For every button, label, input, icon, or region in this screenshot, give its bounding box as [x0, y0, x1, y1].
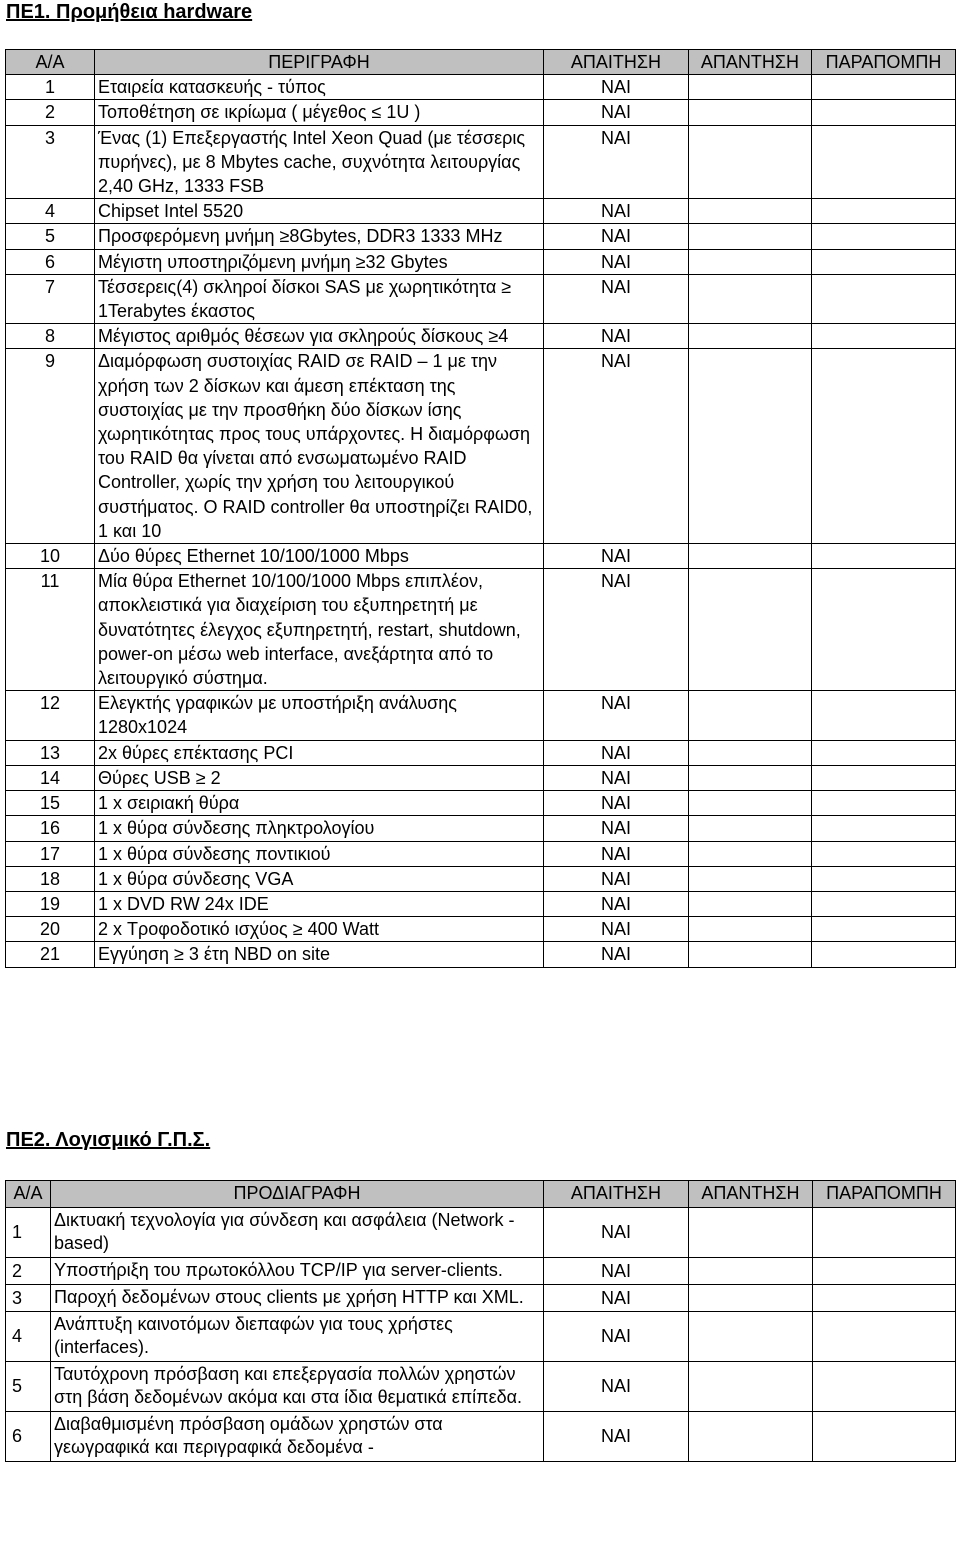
row-answer: [689, 199, 812, 224]
table-row: [6, 765, 956, 790]
row-answer: [689, 1412, 813, 1462]
column-header-aa: Α/Α: [6, 1181, 51, 1208]
row-description: Διαβαθμισμένη πρόσβαση ομάδων χρηστών στα γεωγραφικά και περιγραφικά δεδομένα -: [51, 1412, 544, 1462]
row-number: 8: [6, 324, 95, 349]
table-header-row: [6, 1181, 956, 1208]
row-number: 17: [6, 841, 95, 866]
table-row: [6, 100, 956, 125]
table-row: [6, 740, 956, 765]
row-number: 2: [6, 1258, 51, 1285]
row-description: Τέσσερεις(4) σκληροί δίσκοι SAS με χωρητικότητα ≥ 1Terabytes έκαστος: [95, 274, 544, 323]
row-description: Ανάπτυξη καινοτόμων διεπαφών για τους χρήστες (interfaces).: [51, 1312, 544, 1362]
column-header-specification: ΠΡΟΔΙΑΓΡΑΦΗ: [51, 1181, 544, 1208]
row-reference: [812, 740, 956, 765]
row-answer: [689, 274, 812, 323]
row-number: 3: [6, 1285, 51, 1312]
row-answer: [689, 917, 812, 942]
row-answer: [689, 249, 812, 274]
row-number: 4: [6, 1312, 51, 1362]
row-description: Ελεγκτής γραφικών με υποστήριξη ανάλυσης 1280x1024: [95, 691, 544, 740]
row-number: 7: [6, 274, 95, 323]
row-description: 1 x θύρα σύνδεσης ποντικιού: [95, 841, 544, 866]
row-number: 10: [6, 544, 95, 569]
row-number: 4: [6, 199, 95, 224]
row-requirement: ΝΑΙ: [544, 274, 689, 323]
table-row: [6, 866, 956, 891]
table-row: [6, 917, 956, 942]
row-answer: [689, 1362, 813, 1412]
row-requirement: ΝΑΙ: [544, 1412, 689, 1462]
row-reference: [813, 1208, 956, 1258]
row-number: 14: [6, 765, 95, 790]
table-row: [6, 841, 956, 866]
row-requirement: ΝΑΙ: [544, 942, 689, 967]
row-description: Διαμόρφωση συστοιχίας RAID σε RAID – 1 με την χρήση των 2 δίσκων και άμεση επέκταση της συστοιχίας με την προσθήκη δύο δίσκων ίσης χωρητικότητας προς τους υπάρχοντες. Η διαμόρφωση του RAID θα γίνεται από ενσωματωμένο RAID Controller, χωρίς την χρήση του λειτουργικού συστήματος. Ο RAID controller θα υποστηρίζει RAID0, 1 και 10: [95, 349, 544, 544]
row-answer: [689, 891, 812, 916]
row-answer: [689, 765, 812, 790]
row-requirement: ΝΑΙ: [544, 816, 689, 841]
row-reference: [813, 1312, 956, 1362]
row-description: 1 x θύρα σύνδεσης VGA: [95, 866, 544, 891]
row-description: Μέγιστος αριθμός θέσεων για σκληρούς δίσκους ≥4: [95, 324, 544, 349]
software-requirements-table: [5, 1180, 956, 1462]
row-number: 20: [6, 917, 95, 942]
row-requirement: ΝΑΙ: [544, 224, 689, 249]
hardware-requirements-table: [5, 49, 956, 968]
table-row: [6, 1312, 956, 1362]
table-row: [6, 75, 956, 100]
row-reference: [812, 691, 956, 740]
row-answer: [689, 100, 812, 125]
row-reference: [812, 841, 956, 866]
row-requirement: ΝΑΙ: [544, 1285, 689, 1312]
row-number: 13: [6, 740, 95, 765]
row-reference: [813, 1412, 956, 1462]
row-number: 6: [6, 249, 95, 274]
section-title-software: ΠΕ2. Λογισμικό Γ.Π.Σ.: [6, 1129, 211, 1151]
row-reference: [812, 125, 956, 199]
column-header-answer: ΑΠΑΝΤΗΣΗ: [689, 50, 812, 75]
table-row: [6, 199, 956, 224]
table-row: [6, 274, 956, 323]
row-reference: [812, 324, 956, 349]
row-reference: [812, 891, 956, 916]
table-row: [6, 891, 956, 916]
table-row: [6, 816, 956, 841]
table-row: [6, 249, 956, 274]
column-header-aa: Α/Α: [6, 50, 95, 75]
row-description: Δικτυακή τεχνολογία για σύνδεση και ασφάλεια (Network - based): [51, 1208, 544, 1258]
row-reference: [812, 569, 956, 691]
row-answer: [689, 544, 812, 569]
row-answer: [689, 1285, 813, 1312]
row-description: Μία θύρα Ethernet 10/100/1000 Mbps επιπλέον, αποκλειστικά για διαχείριση του εξυπηρετητή με δυνατότητες έλεγχος εξυπηρετητή, restart, shutdown, power-on μέσω web interface, ανεξάρτητα από το λειτουργικό σύστημα.: [95, 569, 544, 691]
table-row: [6, 1362, 956, 1412]
table-row: [6, 791, 956, 816]
row-description: Ένας (1) Επεξεργαστής Intel Xeon Quad (με τέσσερις πυρήνες), με 8 Mbytes cache, συχνότητα λειτουργίας 2,40 GHz, 1333 FSB: [95, 125, 544, 199]
row-description: Θύρες USB ≥ 2: [95, 765, 544, 790]
row-reference: [812, 866, 956, 891]
row-description: 1 x σειριακή θύρα: [95, 791, 544, 816]
row-number: 19: [6, 891, 95, 916]
row-description: Ταυτόχρονη πρόσβαση και επεξεργασία πολλών χρηστών στη βάση δεδομένων ακόμα και στα ίδια θεματικά επίπεδα.: [51, 1362, 544, 1412]
row-description: 2x θύρες επέκτασης PCI: [95, 740, 544, 765]
row-reference: [813, 1285, 956, 1312]
row-requirement: ΝΑΙ: [544, 349, 689, 544]
row-reference: [812, 816, 956, 841]
row-number: 15: [6, 791, 95, 816]
row-answer: [689, 349, 812, 544]
column-header-requirement: ΑΠΑΙΤΗΣΗ: [544, 50, 689, 75]
row-reference: [812, 349, 956, 544]
row-answer: [689, 791, 812, 816]
row-requirement: ΝΑΙ: [544, 1208, 689, 1258]
row-requirement: ΝΑΙ: [544, 249, 689, 274]
row-number: 5: [6, 1362, 51, 1412]
row-answer: [689, 324, 812, 349]
row-number: 21: [6, 942, 95, 967]
row-requirement: ΝΑΙ: [544, 100, 689, 125]
row-answer: [689, 569, 812, 691]
row-answer: [689, 866, 812, 891]
row-reference: [812, 765, 956, 790]
column-header-reference: ΠΑΡΑΠΟΜΠΗ: [812, 50, 956, 75]
column-header-answer: ΑΠΑΝΤΗΣΗ: [689, 1181, 813, 1208]
row-requirement: ΝΑΙ: [544, 841, 689, 866]
row-answer: [689, 1312, 813, 1362]
row-reference: [812, 249, 956, 274]
row-requirement: ΝΑΙ: [544, 324, 689, 349]
table-row: [6, 691, 956, 740]
row-reference: [812, 917, 956, 942]
row-requirement: ΝΑΙ: [544, 199, 689, 224]
table-row: [6, 544, 956, 569]
row-answer: [689, 224, 812, 249]
row-reference: [812, 544, 956, 569]
row-number: 16: [6, 816, 95, 841]
row-requirement: ΝΑΙ: [544, 866, 689, 891]
row-answer: [689, 1258, 813, 1285]
row-answer: [689, 691, 812, 740]
row-requirement: ΝΑΙ: [544, 569, 689, 691]
row-requirement: ΝΑΙ: [544, 1258, 689, 1285]
row-reference: [812, 100, 956, 125]
row-answer: [689, 125, 812, 199]
row-answer: [689, 816, 812, 841]
row-number: 3: [6, 125, 95, 199]
column-header-description: ΠΕΡΙΓΡΑΦΗ: [95, 50, 544, 75]
column-header-requirement: ΑΠΑΙΤΗΣΗ: [544, 1181, 689, 1208]
row-description: Προσφερόμενη μνήμη ≥8Gbytes, DDR3 1333 MHz: [95, 224, 544, 249]
table-row: [6, 349, 956, 544]
row-description: Εγγύηση ≥ 3 έτη NBD on site: [95, 942, 544, 967]
row-number: 18: [6, 866, 95, 891]
row-answer: [689, 75, 812, 100]
row-reference: [812, 274, 956, 323]
table-row: [6, 125, 956, 199]
row-description: Εταιρεία κατασκευής - τύπος: [95, 75, 544, 100]
row-number: 6: [6, 1412, 51, 1462]
table-row: [6, 324, 956, 349]
table-row: [6, 569, 956, 691]
row-reference: [812, 791, 956, 816]
row-requirement: ΝΑΙ: [544, 75, 689, 100]
row-answer: [689, 942, 812, 967]
row-requirement: ΝΑΙ: [544, 544, 689, 569]
row-number: 5: [6, 224, 95, 249]
row-number: 1: [6, 75, 95, 100]
row-requirement: ΝΑΙ: [544, 891, 689, 916]
row-description: Παροχή δεδομένων στους clients με χρήση HTTP και XML.: [51, 1285, 544, 1312]
table-row: [6, 1412, 956, 1462]
row-reference: [813, 1362, 956, 1412]
row-number: 1: [6, 1208, 51, 1258]
row-number: 9: [6, 349, 95, 544]
row-answer: [689, 1208, 813, 1258]
row-reference: [812, 199, 956, 224]
row-description: 2 x Τροφοδοτικό ισχύος ≥ 400 Watt: [95, 917, 544, 942]
row-description: 1 x θύρα σύνδεσης πληκτρολογίου: [95, 816, 544, 841]
row-requirement: ΝΑΙ: [544, 1312, 689, 1362]
row-description: Υποστήριξη του πρωτοκόλλου TCP/IP για server-clients.: [51, 1258, 544, 1285]
row-number: 12: [6, 691, 95, 740]
row-description: Δύο θύρες Ethernet 10/100/1000 Mbps: [95, 544, 544, 569]
row-answer: [689, 841, 812, 866]
table-row: [6, 1208, 956, 1258]
row-requirement: ΝΑΙ: [544, 1362, 689, 1412]
column-header-reference: ΠΑΡΑΠΟΜΠΗ: [813, 1181, 956, 1208]
row-requirement: ΝΑΙ: [544, 125, 689, 199]
row-reference: [812, 75, 956, 100]
table-row: [6, 942, 956, 967]
row-number: 11: [6, 569, 95, 691]
row-requirement: ΝΑΙ: [544, 917, 689, 942]
row-reference: [812, 224, 956, 249]
row-description: 1 x DVD RW 24x IDE: [95, 891, 544, 916]
row-answer: [689, 740, 812, 765]
row-description: Chipset Intel 5520: [95, 199, 544, 224]
row-number: 2: [6, 100, 95, 125]
table-header-row: [6, 50, 956, 75]
row-reference: [813, 1258, 956, 1285]
row-requirement: ΝΑΙ: [544, 740, 689, 765]
table-row: [6, 1285, 956, 1312]
section-title-hardware: ΠΕ1. Προμήθεια hardware: [6, 1, 253, 23]
row-requirement: ΝΑΙ: [544, 791, 689, 816]
row-description: Μέγιστη υποστηριζόμενη μνήμη ≥32 Gbytes: [95, 249, 544, 274]
row-description: Τοποθέτηση σε ικρίωμα ( μέγεθος ≤ 1U ): [95, 100, 544, 125]
row-requirement: ΝΑΙ: [544, 691, 689, 740]
row-reference: [812, 942, 956, 967]
table-row: [6, 224, 956, 249]
row-requirement: ΝΑΙ: [544, 765, 689, 790]
table-row: [6, 1258, 956, 1285]
